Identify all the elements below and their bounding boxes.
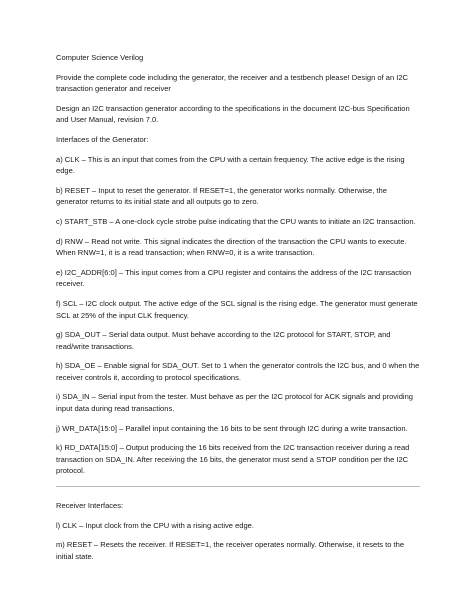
interface-item-wr-data: j) WR_DATA[15:0] – Parallel input containing the 16 bits to be sent through I2C during a write transaction.: [56, 423, 408, 433]
receiver-interfaces-heading: Receiver Interfaces:: [56, 501, 124, 511]
interface-item-sda-oe: h) SDA_OE – Enable signal for SDA_OUT. Set to 1 when the generator controls the I2C bus, and 0 when the receiver controls it, according to protocol specifications.: [56, 361, 420, 382]
request-paragraph: Provide the complete code including the generator, the receiver and a testbench please! Design of an I2C transaction generator and receiver: [56, 72, 408, 94]
receiver-item-reset: m) RESET – Resets the receiver. If RESET=1, the receiver operates normally. Otherwise, it resets to the initial state.: [56, 540, 405, 561]
interface-item-reset: b) RESET – Input to reset the generator. If RESET=1, the generator works normally. Otherwise, the generator returns to its initial state and all outputs go to zero.: [56, 185, 387, 207]
interface-item-sda-out: g) SDA_OUT – Serial data output. Must behave according to the I2C protocol for START, STOP, and read/write transactions.: [56, 330, 391, 351]
design-paragraph: Design an I2C transaction generator according to the specifications in the document I2C-bus Specification and User Manual, revision 7.0.: [56, 103, 410, 125]
interface-item-scl: f) SCL – I2C clock output. The active edge of the SCL signal is the rising edge. The generator must generate SCL at 25% of the input CLK frequency.: [56, 298, 418, 320]
generator-interfaces-heading: Interfaces of the Generator:: [56, 134, 149, 144]
interface-item-clk: a) CLK – This is an input that comes from the CPU with a certain frequency. The active edge is the rising edge.: [56, 154, 405, 176]
interface-item-rnw: d) RNW – Read not write. This signal indicates the direction of the transaction the CPU wants to execute. When RNW=1, it is a read transaction; when RNW=0, it is a write transaction.: [56, 236, 407, 258]
doc-heading: Computer Science Verilog: [56, 53, 144, 62]
interface-item-sda-in: i) SDA_IN – Serial input from the tester. Must behave as per the I2C protocol for ACK signals and providing input data during read transactions.: [56, 392, 413, 414]
interface-item-rd-data: k) RD_DATA[15:0] – Output producing the 16 bits received from the I2C transaction receiver during a read transaction on SDA_IN. After receiving the 16 bits, the generator must send a STOP condition per the I2C protocol.: [56, 443, 410, 476]
section-divider: [56, 486, 420, 487]
interface-item-i2c-addr: e) I2C_ADDR[6:0] – This input comes from a CPU register and contains the address of the I2C transaction receiver.: [56, 267, 412, 289]
document-body: [56, 52, 420, 570]
receiver-item-clk: l) CLK – Input clock from the CPU with a rising active edge.: [56, 520, 254, 530]
interface-item-start-stb: c) START_STB – A one-clock cycle strobe pulse indicating that the CPU wants to initiate an I2C transaction.: [56, 216, 416, 226]
